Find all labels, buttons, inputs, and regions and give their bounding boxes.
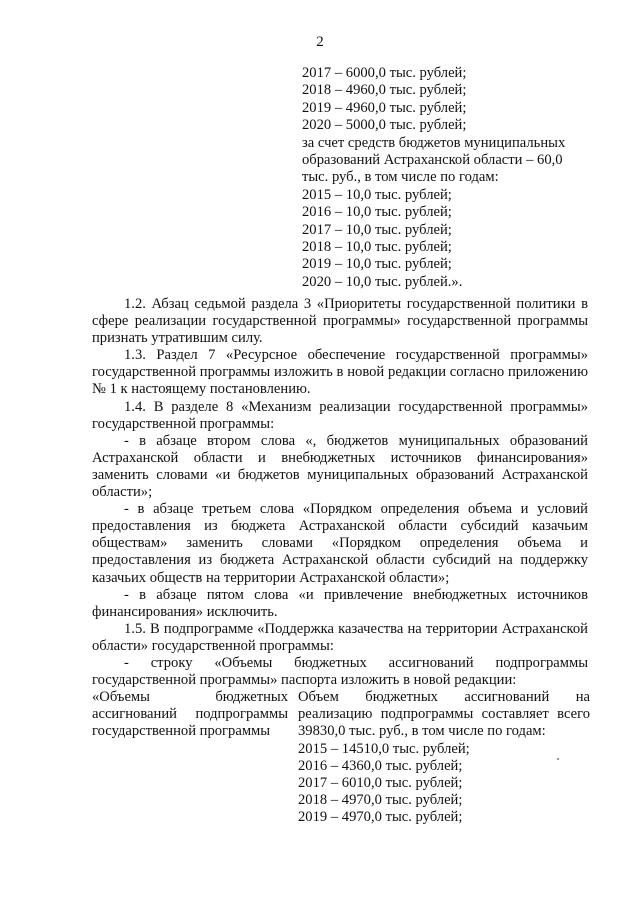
table-year-item: 2018 – 4970,0 тыс. рублей;: [298, 792, 463, 809]
table-year-item: 2015 – 14510,0 тыс. рублей;: [298, 740, 470, 757]
list-item: образований Астраханской области – 60,0: [302, 152, 563, 169]
list-item: тыс. руб., в том числе по годам:: [302, 169, 499, 186]
list-item: 2017 – 10,0 тыс. рублей;: [302, 221, 452, 238]
paragraph-1-4-item-3: - в абзаце пятом слова «и привлечение внебюджетных источников финансирования» исключить.: [92, 586, 588, 620]
list-item: 2020 – 5000,0 тыс. рублей;: [302, 117, 467, 134]
list-item: 2018 – 4960,0 тыс. рублей;: [302, 82, 467, 99]
paragraph-1-4: 1.4. В разделе 8 «Механизм реализации государственной программы» государственной программы:: [92, 398, 588, 432]
table-year-item: 2016 – 4360,0 тыс. рублей;: [298, 757, 463, 774]
list-item: 2020 – 10,0 тыс. рублей.».: [302, 273, 463, 290]
table-year-item: 2019 – 4970,0 тыс. рублей;: [298, 809, 463, 826]
table-right-cell: [298, 689, 590, 827]
paragraph-1-5: 1.5. В подпрограмме «Поддержка казачества на территории Астраханской области» государственной программы:: [92, 620, 588, 654]
list-item: 2018 – 10,0 тыс. рублей;: [302, 239, 452, 256]
list-item: 2017 – 6000,0 тыс. рублей;: [302, 65, 467, 81]
paragraph-1-5-item-1: - строку «Объемы бюджетных ассигнований подпрограммы государственной программы» паспорта изложить в новой редакции:: [92, 654, 588, 689]
list-item: 2019 – 4960,0 тыс. рублей;: [302, 99, 467, 116]
scan-speck: [557, 758, 559, 760]
list-item: за счет средств бюджетов муниципальных: [302, 134, 566, 151]
list-item: 2019 – 10,0 тыс. рублей;: [302, 256, 452, 273]
paragraph-1-4-item-1: - в абзаце втором слова «, бюджетов муниципальных образований Астраханской области и внебюджетных источников финансирования» заменить словами «и бюджетов муниципальных образований Астраханской области»;: [92, 432, 588, 501]
list-item: 2016 – 10,0 тыс. рублей;: [302, 204, 452, 221]
list-item: 2015 – 10,0 тыс. рублей;: [302, 186, 452, 203]
funding-list: [302, 65, 587, 291]
table-left-cell: «Объемы бюджетных ассигнований подпрограммы государственной программы: [92, 689, 288, 740]
body-text: [92, 296, 588, 689]
page-number: 2: [316, 34, 324, 50]
paragraph-1-3: 1.3. Раздел 7 «Ресурсное обеспечение государственной программы» государственной программы изложить в новой редакции согласно приложению № 1 к настоящему постановлению.: [92, 347, 588, 398]
paragraph-1-4-item-2: - в абзаце третьем слова «Порядком определения объема и условий предоставления из бюджета Астраханской области субсидий казачьим обществам» заменить словами «Порядком определения объема и предоставления из бюджета Астраханской области субсидий на поддержку казачьих обществ на территории Астраханской области»;: [92, 501, 588, 586]
paragraph-1-2: 1.2. Абзац седьмой раздела 3 «Приоритеты государственной политики в сфере реализации государственной программы» государственной программы признать утратившим силу.: [92, 296, 588, 347]
table-year-item: 2017 – 6010,0 тыс. рублей;: [298, 775, 463, 792]
table-right-intro: Объем бюджетных ассигнований на реализацию подпрограммы составляет всего 39830,0 тыс. руб., в том числе по годам:: [298, 689, 590, 740]
